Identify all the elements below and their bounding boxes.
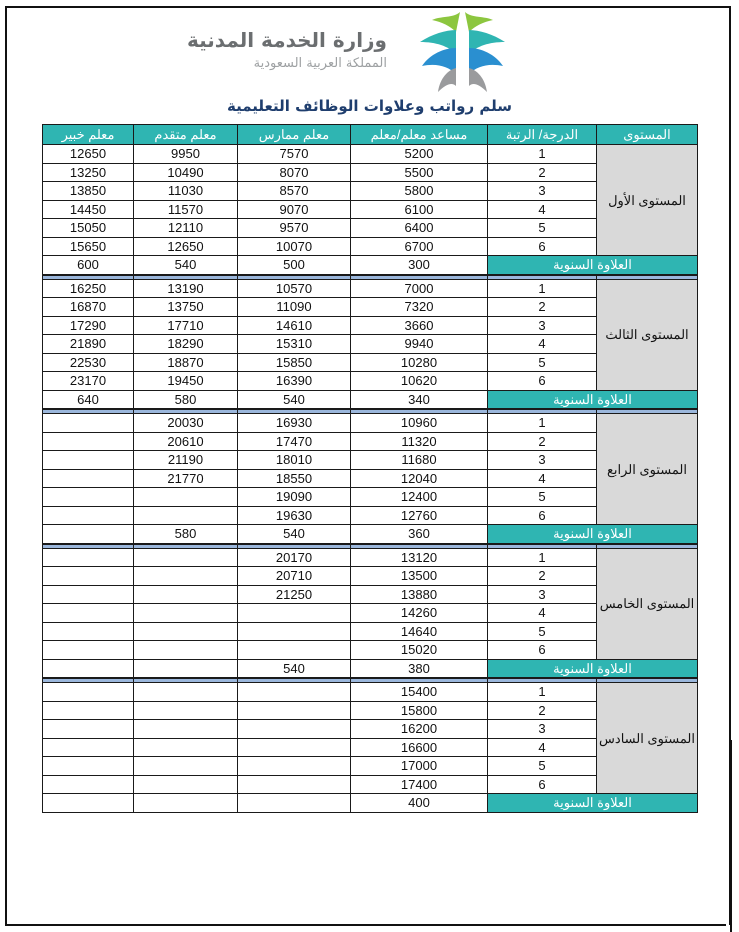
- cell-assistant: 13500: [351, 567, 488, 586]
- cell-assistant: 7000: [351, 279, 488, 298]
- allowance-row: [43, 256, 698, 275]
- cell-advanced: [134, 683, 238, 702]
- allowance-advanced: 580: [134, 525, 238, 544]
- allowance-row: [43, 525, 698, 544]
- cell-assistant: 9940: [351, 335, 488, 354]
- cell-grade: 3: [488, 182, 597, 201]
- cell-advanced: [134, 641, 238, 660]
- table-row: [43, 683, 698, 702]
- cell-practitioner: 20710: [238, 567, 351, 586]
- annual-allowance-label: العلاوة السنوية: [488, 794, 698, 813]
- cell-expert: 17290: [43, 316, 134, 335]
- column-header-practitioner: معلم ممارس: [238, 125, 351, 145]
- column-header-advanced: معلم متقدم: [134, 125, 238, 145]
- cell-assistant: 11680: [351, 451, 488, 470]
- cell-assistant: 16200: [351, 720, 488, 739]
- cell-grade: 5: [488, 353, 597, 372]
- cell-expert: [43, 720, 134, 739]
- cell-expert: [43, 585, 134, 604]
- cell-advanced: [134, 701, 238, 720]
- cell-advanced: [134, 604, 238, 623]
- cell-advanced: 12650: [134, 237, 238, 256]
- cell-expert: [43, 488, 134, 507]
- cell-grade: 2: [488, 701, 597, 720]
- cell-practitioner: 17470: [238, 432, 351, 451]
- cell-assistant: 3660: [351, 316, 488, 335]
- allowance-expert: [43, 659, 134, 678]
- cell-practitioner: 16390: [238, 372, 351, 391]
- cell-practitioner: [238, 622, 351, 641]
- cell-advanced: 18870: [134, 353, 238, 372]
- level-name: المستوى الرابع: [597, 414, 698, 525]
- cell-expert: 15050: [43, 219, 134, 238]
- annual-allowance-label: العلاوة السنوية: [488, 390, 698, 409]
- cell-advanced: [134, 757, 238, 776]
- cell-expert: [43, 548, 134, 567]
- cell-expert: [43, 567, 134, 586]
- cell-assistant: 7320: [351, 298, 488, 317]
- cell-expert: [43, 641, 134, 660]
- cell-assistant: 15400: [351, 683, 488, 702]
- cell-advanced: [134, 567, 238, 586]
- cell-practitioner: 16930: [238, 414, 351, 433]
- cell-grade: 1: [488, 145, 597, 164]
- allowance-assistant: 400: [351, 794, 488, 813]
- allowance-assistant: 360: [351, 525, 488, 544]
- cell-expert: [43, 738, 134, 757]
- cell-expert: 21890: [43, 335, 134, 354]
- cell-grade: 4: [488, 469, 597, 488]
- cell-assistant: 12040: [351, 469, 488, 488]
- cell-grade: 4: [488, 604, 597, 623]
- cell-practitioner: [238, 720, 351, 739]
- cell-expert: 13250: [43, 163, 134, 182]
- cell-practitioner: 18550: [238, 469, 351, 488]
- page-border-bottom: [5, 924, 726, 926]
- allowance-practitioner: 540: [238, 390, 351, 409]
- cell-expert: 16250: [43, 279, 134, 298]
- allowance-advanced: 580: [134, 390, 238, 409]
- cell-assistant: 5500: [351, 163, 488, 182]
- kingdom-name: المملكة العربية السعودية: [253, 56, 387, 71]
- allowance-practitioner: [238, 794, 351, 813]
- cell-advanced: 20030: [134, 414, 238, 433]
- allowance-practitioner: 500: [238, 256, 351, 275]
- annual-allowance-label: العلاوة السنوية: [488, 659, 698, 678]
- cell-practitioner: 8070: [238, 163, 351, 182]
- cell-advanced: [134, 506, 238, 525]
- cell-grade: 6: [488, 641, 597, 660]
- table-row: [43, 548, 698, 567]
- cell-expert: 22530: [43, 353, 134, 372]
- ministry-name: وزارة الخدمة المدنية: [186, 28, 387, 52]
- cell-practitioner: [238, 775, 351, 794]
- cell-assistant: 14640: [351, 622, 488, 641]
- cell-expert: 15650: [43, 237, 134, 256]
- cell-expert: [43, 757, 134, 776]
- cell-assistant: 10960: [351, 414, 488, 433]
- allowance-row: [43, 390, 698, 409]
- cell-practitioner: 10070: [238, 237, 351, 256]
- cell-advanced: 11570: [134, 200, 238, 219]
- cell-advanced: 10490: [134, 163, 238, 182]
- cell-advanced: 20610: [134, 432, 238, 451]
- cell-practitioner: [238, 641, 351, 660]
- cell-assistant: 12400: [351, 488, 488, 507]
- cell-assistant: 15020: [351, 641, 488, 660]
- cell-grade: 2: [488, 163, 597, 182]
- cell-practitioner: [238, 683, 351, 702]
- level-name: المستوى الثالث: [597, 279, 698, 390]
- cell-expert: 12650: [43, 145, 134, 164]
- level-name: المستوى السادس: [597, 683, 698, 794]
- table-row: [43, 414, 698, 433]
- cell-assistant: 15800: [351, 701, 488, 720]
- cell-practitioner: 15310: [238, 335, 351, 354]
- cell-expert: [43, 775, 134, 794]
- allowance-assistant: 300: [351, 256, 488, 275]
- cell-advanced: [134, 622, 238, 641]
- cell-expert: 13850: [43, 182, 134, 201]
- cell-assistant: 16600: [351, 738, 488, 757]
- cell-expert: [43, 683, 134, 702]
- cell-expert: 14450: [43, 200, 134, 219]
- cell-advanced: 21190: [134, 451, 238, 470]
- cell-practitioner: 15850: [238, 353, 351, 372]
- annual-allowance-label: العلاوة السنوية: [488, 525, 698, 544]
- cell-expert: [43, 506, 134, 525]
- cell-practitioner: 19630: [238, 506, 351, 525]
- cell-advanced: [134, 775, 238, 794]
- cell-practitioner: 10570: [238, 279, 351, 298]
- cell-grade: 3: [488, 720, 597, 739]
- cell-advanced: 9950: [134, 145, 238, 164]
- table-row: [43, 279, 698, 298]
- cell-expert: [43, 432, 134, 451]
- cell-practitioner: 14610: [238, 316, 351, 335]
- column-header-expert: معلم خبير: [43, 125, 134, 145]
- cell-practitioner: 9570: [238, 219, 351, 238]
- cell-grade: 4: [488, 335, 597, 354]
- allowance-advanced: [134, 794, 238, 813]
- cell-practitioner: 19090: [238, 488, 351, 507]
- cell-grade: 5: [488, 622, 597, 641]
- cell-expert: [43, 414, 134, 433]
- level-name: المستوى الخامس: [597, 548, 698, 659]
- cell-expert: [43, 469, 134, 488]
- cell-assistant: 10620: [351, 372, 488, 391]
- cell-advanced: 21770: [134, 469, 238, 488]
- cell-advanced: [134, 488, 238, 507]
- cell-practitioner: 8570: [238, 182, 351, 201]
- cell-grade: 1: [488, 414, 597, 433]
- cell-expert: [43, 451, 134, 470]
- cell-advanced: 13750: [134, 298, 238, 317]
- allowance-row: [43, 659, 698, 678]
- cell-practitioner: [238, 604, 351, 623]
- table-row: [43, 145, 698, 164]
- cell-assistant: 6400: [351, 219, 488, 238]
- cell-assistant: 17400: [351, 775, 488, 794]
- cell-grade: 1: [488, 683, 597, 702]
- cell-grade: 4: [488, 738, 597, 757]
- table-header-row: [43, 125, 698, 145]
- cell-grade: 3: [488, 451, 597, 470]
- allowance-expert: 600: [43, 256, 134, 275]
- cell-assistant: 14260: [351, 604, 488, 623]
- cell-advanced: 17710: [134, 316, 238, 335]
- cell-advanced: 11030: [134, 182, 238, 201]
- cell-practitioner: [238, 701, 351, 720]
- cell-grade: 6: [488, 372, 597, 391]
- allowance-expert: [43, 525, 134, 544]
- cell-grade: 5: [488, 757, 597, 776]
- cell-grade: 4: [488, 200, 597, 219]
- cell-advanced: 13190: [134, 279, 238, 298]
- allowance-advanced: [134, 659, 238, 678]
- cell-assistant: 6700: [351, 237, 488, 256]
- cell-practitioner: [238, 757, 351, 776]
- cell-grade: 3: [488, 316, 597, 335]
- cell-practitioner: 21250: [238, 585, 351, 604]
- cell-expert: 16870: [43, 298, 134, 317]
- allowance-practitioner: 540: [238, 525, 351, 544]
- allowance-assistant: 340: [351, 390, 488, 409]
- allowance-advanced: 540: [134, 256, 238, 275]
- cell-practitioner: 20170: [238, 548, 351, 567]
- salary-scale-table: [42, 124, 698, 813]
- cell-grade: 3: [488, 585, 597, 604]
- cell-advanced: 19450: [134, 372, 238, 391]
- cell-advanced: 18290: [134, 335, 238, 354]
- cell-assistant: 10280: [351, 353, 488, 372]
- allowance-expert: [43, 794, 134, 813]
- cell-assistant: 11320: [351, 432, 488, 451]
- cell-expert: [43, 604, 134, 623]
- document-title: سلم رواتب وعلاوات الوظائف التعليمية: [227, 97, 512, 115]
- cell-assistant: 13120: [351, 548, 488, 567]
- cell-expert: 23170: [43, 372, 134, 391]
- cell-grade: 6: [488, 506, 597, 525]
- cell-assistant: 5200: [351, 145, 488, 164]
- cell-advanced: [134, 720, 238, 739]
- cell-grade: 5: [488, 219, 597, 238]
- cell-grade: 1: [488, 548, 597, 567]
- level-name: المستوى الأول: [597, 145, 698, 256]
- column-header-level: المستوى: [597, 125, 698, 145]
- cell-grade: 6: [488, 237, 597, 256]
- cell-practitioner: [238, 738, 351, 757]
- allowance-practitioner: 540: [238, 659, 351, 678]
- cell-assistant: 17000: [351, 757, 488, 776]
- civil-service-logo-icon: [410, 8, 515, 96]
- cell-advanced: 12110: [134, 219, 238, 238]
- cell-practitioner: 9070: [238, 200, 351, 219]
- cell-grade: 2: [488, 567, 597, 586]
- cell-practitioner: 18010: [238, 451, 351, 470]
- cell-assistant: 5800: [351, 182, 488, 201]
- cell-grade: 2: [488, 432, 597, 451]
- cell-advanced: [134, 585, 238, 604]
- cell-assistant: 6100: [351, 200, 488, 219]
- cell-grade: 6: [488, 775, 597, 794]
- cell-expert: [43, 622, 134, 641]
- cell-practitioner: 11090: [238, 298, 351, 317]
- column-header-assistant: مساعد معلم/معلم: [351, 125, 488, 145]
- cell-assistant: 12760: [351, 506, 488, 525]
- cell-assistant: 13880: [351, 585, 488, 604]
- page-border-right-segment: [730, 740, 732, 932]
- cell-practitioner: 7570: [238, 145, 351, 164]
- cell-grade: 2: [488, 298, 597, 317]
- cell-grade: 1: [488, 279, 597, 298]
- allowance-expert: 640: [43, 390, 134, 409]
- cell-grade: 5: [488, 488, 597, 507]
- cell-expert: [43, 701, 134, 720]
- cell-advanced: [134, 548, 238, 567]
- column-header-grade: الدرجة/ الرتبة: [488, 125, 597, 145]
- allowance-assistant: 380: [351, 659, 488, 678]
- allowance-row: [43, 794, 698, 813]
- cell-advanced: [134, 738, 238, 757]
- annual-allowance-label: العلاوة السنوية: [488, 256, 698, 275]
